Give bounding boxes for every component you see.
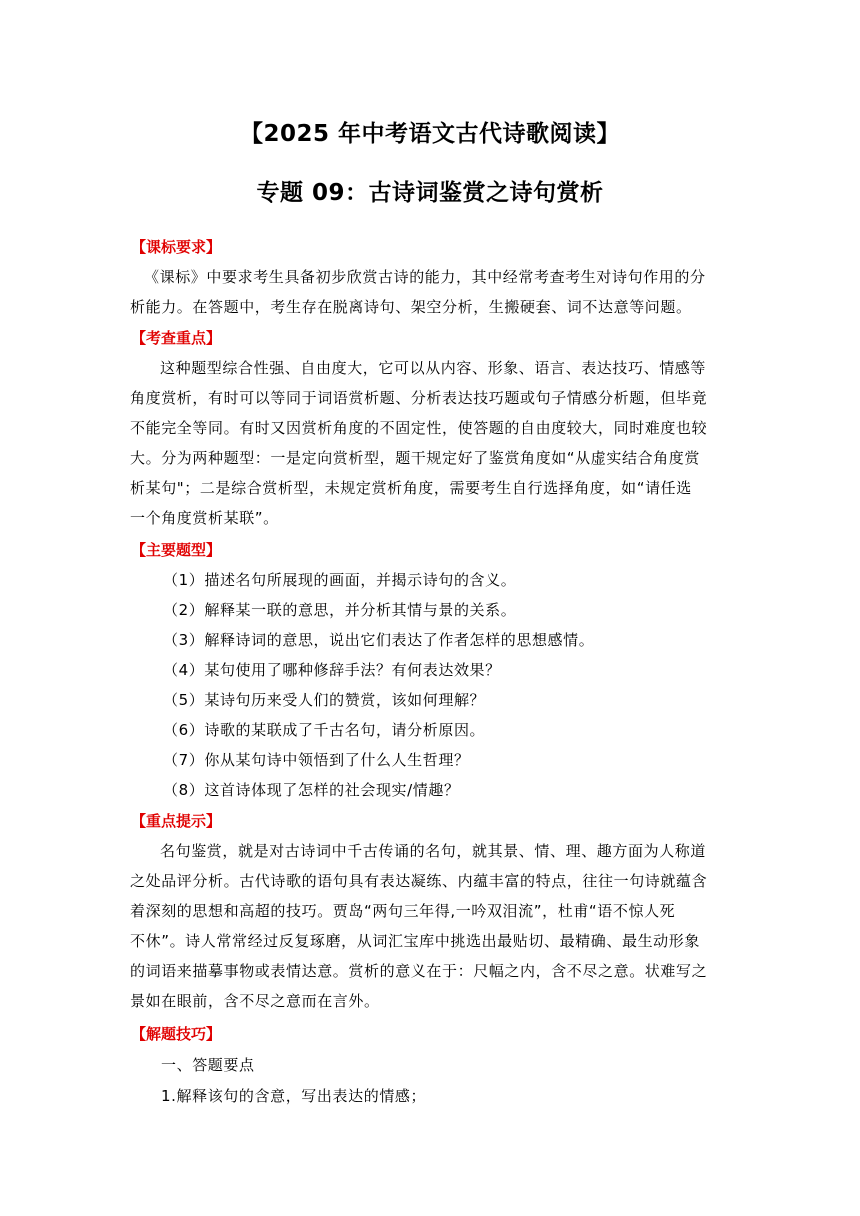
paragraph-line: 析某句"；二是综合赏析型，未规定赏析角度，需要考生自行选择角度，如“请任选: [130, 479, 692, 497]
list-item: 1.解释该句的含意，写出表达的情感；: [161, 1087, 427, 1105]
list-item: （1）描述名句所展现的画面，并揭示诗句的含义。: [163, 571, 517, 589]
paragraph-kaocha: [130, 353, 730, 533]
paragraph-line: 的词语来描摹事物或表情达意。赏析的意义在于：尺幅之内，含不尽之意。状难写之: [130, 962, 708, 980]
paragraph-line: 景如在眼前，含不尽之意而在言外。: [130, 992, 380, 1010]
list-item: （4）某句使用了哪种修辞手法？有何表达效果？: [163, 661, 501, 679]
paragraph-line: 这种题型综合性强、自由度大，它可以从内容、形象、语言、表达技巧、情感等: [160, 359, 707, 377]
list-item: （2）解释某一联的意思，并分析其情与景的关系。: [163, 601, 517, 619]
section-heading-tixing: 【主要题型】: [131, 541, 222, 559]
paragraph-line: 之处品评分析。古代诗歌的语句具有表达凝练、内蕴丰富的特点，往往一句诗就蕴含: [130, 872, 708, 890]
list-item: （8）这首诗体现了怎样的社会现实/情趣？: [163, 781, 460, 799]
list-item: （7）你从某句诗中领悟到了什么人生哲理？: [163, 751, 470, 769]
document-title: 【2025 年中考语文古代诗歌阅读】: [239, 121, 621, 147]
list-item: （6）诗歌的某联成了千古名句，请分析原因。: [163, 721, 486, 739]
paragraph-line: 名句鉴赏，就是对古诗词中千古传诵的名句，就其景、情、理、趣方面为人称道: [160, 842, 707, 860]
list-item: （5）某诗句历来受人们的赞赏，该如何理解？: [163, 691, 486, 709]
section-heading-kebiao: 【课标要求】: [131, 238, 222, 256]
document-subtitle: 专题 09：古诗词鉴赏之诗句赏析: [256, 180, 604, 206]
paragraph-line: 不能完全等同。有时又因赏析角度的不固定性，使答题的自由度较大，同时难度也较: [130, 419, 708, 437]
paragraph-line: 《课标》中要求考生具备初步欣赏古诗的能力，其中经常考查考生对诗句作用的分: [144, 268, 706, 286]
section-heading-jiqiao: 【解题技巧】: [131, 1025, 222, 1043]
paragraph-line: 不休”。诗人常常经过反复琢磨，从词汇宝库中挑选出最贴切、最精确、最生动形象: [130, 932, 700, 950]
paragraph-line: 析能力。在答题中，考生存在脱离诗句、架空分析，生搬硬套、词不达意等问题。: [130, 298, 692, 316]
paragraph-kebiao: [130, 262, 730, 322]
paragraph-tishi: [130, 836, 730, 1016]
paragraph-line: 一个角度赏析某联”。: [130, 509, 279, 527]
paragraph-line: 大。分为两种题型：一是定向赏析型，题干规定好了鉴赏角度如“从虚实结合角度赏: [130, 449, 700, 467]
list-item: （3）解释诗词的意思，说出它们表达了作者怎样的思想感情。: [163, 631, 595, 649]
list-item: 一、答题要点: [161, 1056, 255, 1074]
section-heading-kaocha: 【考查重点】: [131, 329, 222, 347]
paragraph-line: 角度赏析，有时可以等同于词语赏析题、分析表达技巧题或句子情感分析题，但毕竟: [130, 389, 708, 407]
section-heading-tishi: 【重点提示】: [131, 812, 222, 830]
paragraph-line: 着深刻的思想和高超的技巧。贾岛“两句三年得,一吟双泪流”，杜甫“语不惊人死: [130, 902, 676, 920]
